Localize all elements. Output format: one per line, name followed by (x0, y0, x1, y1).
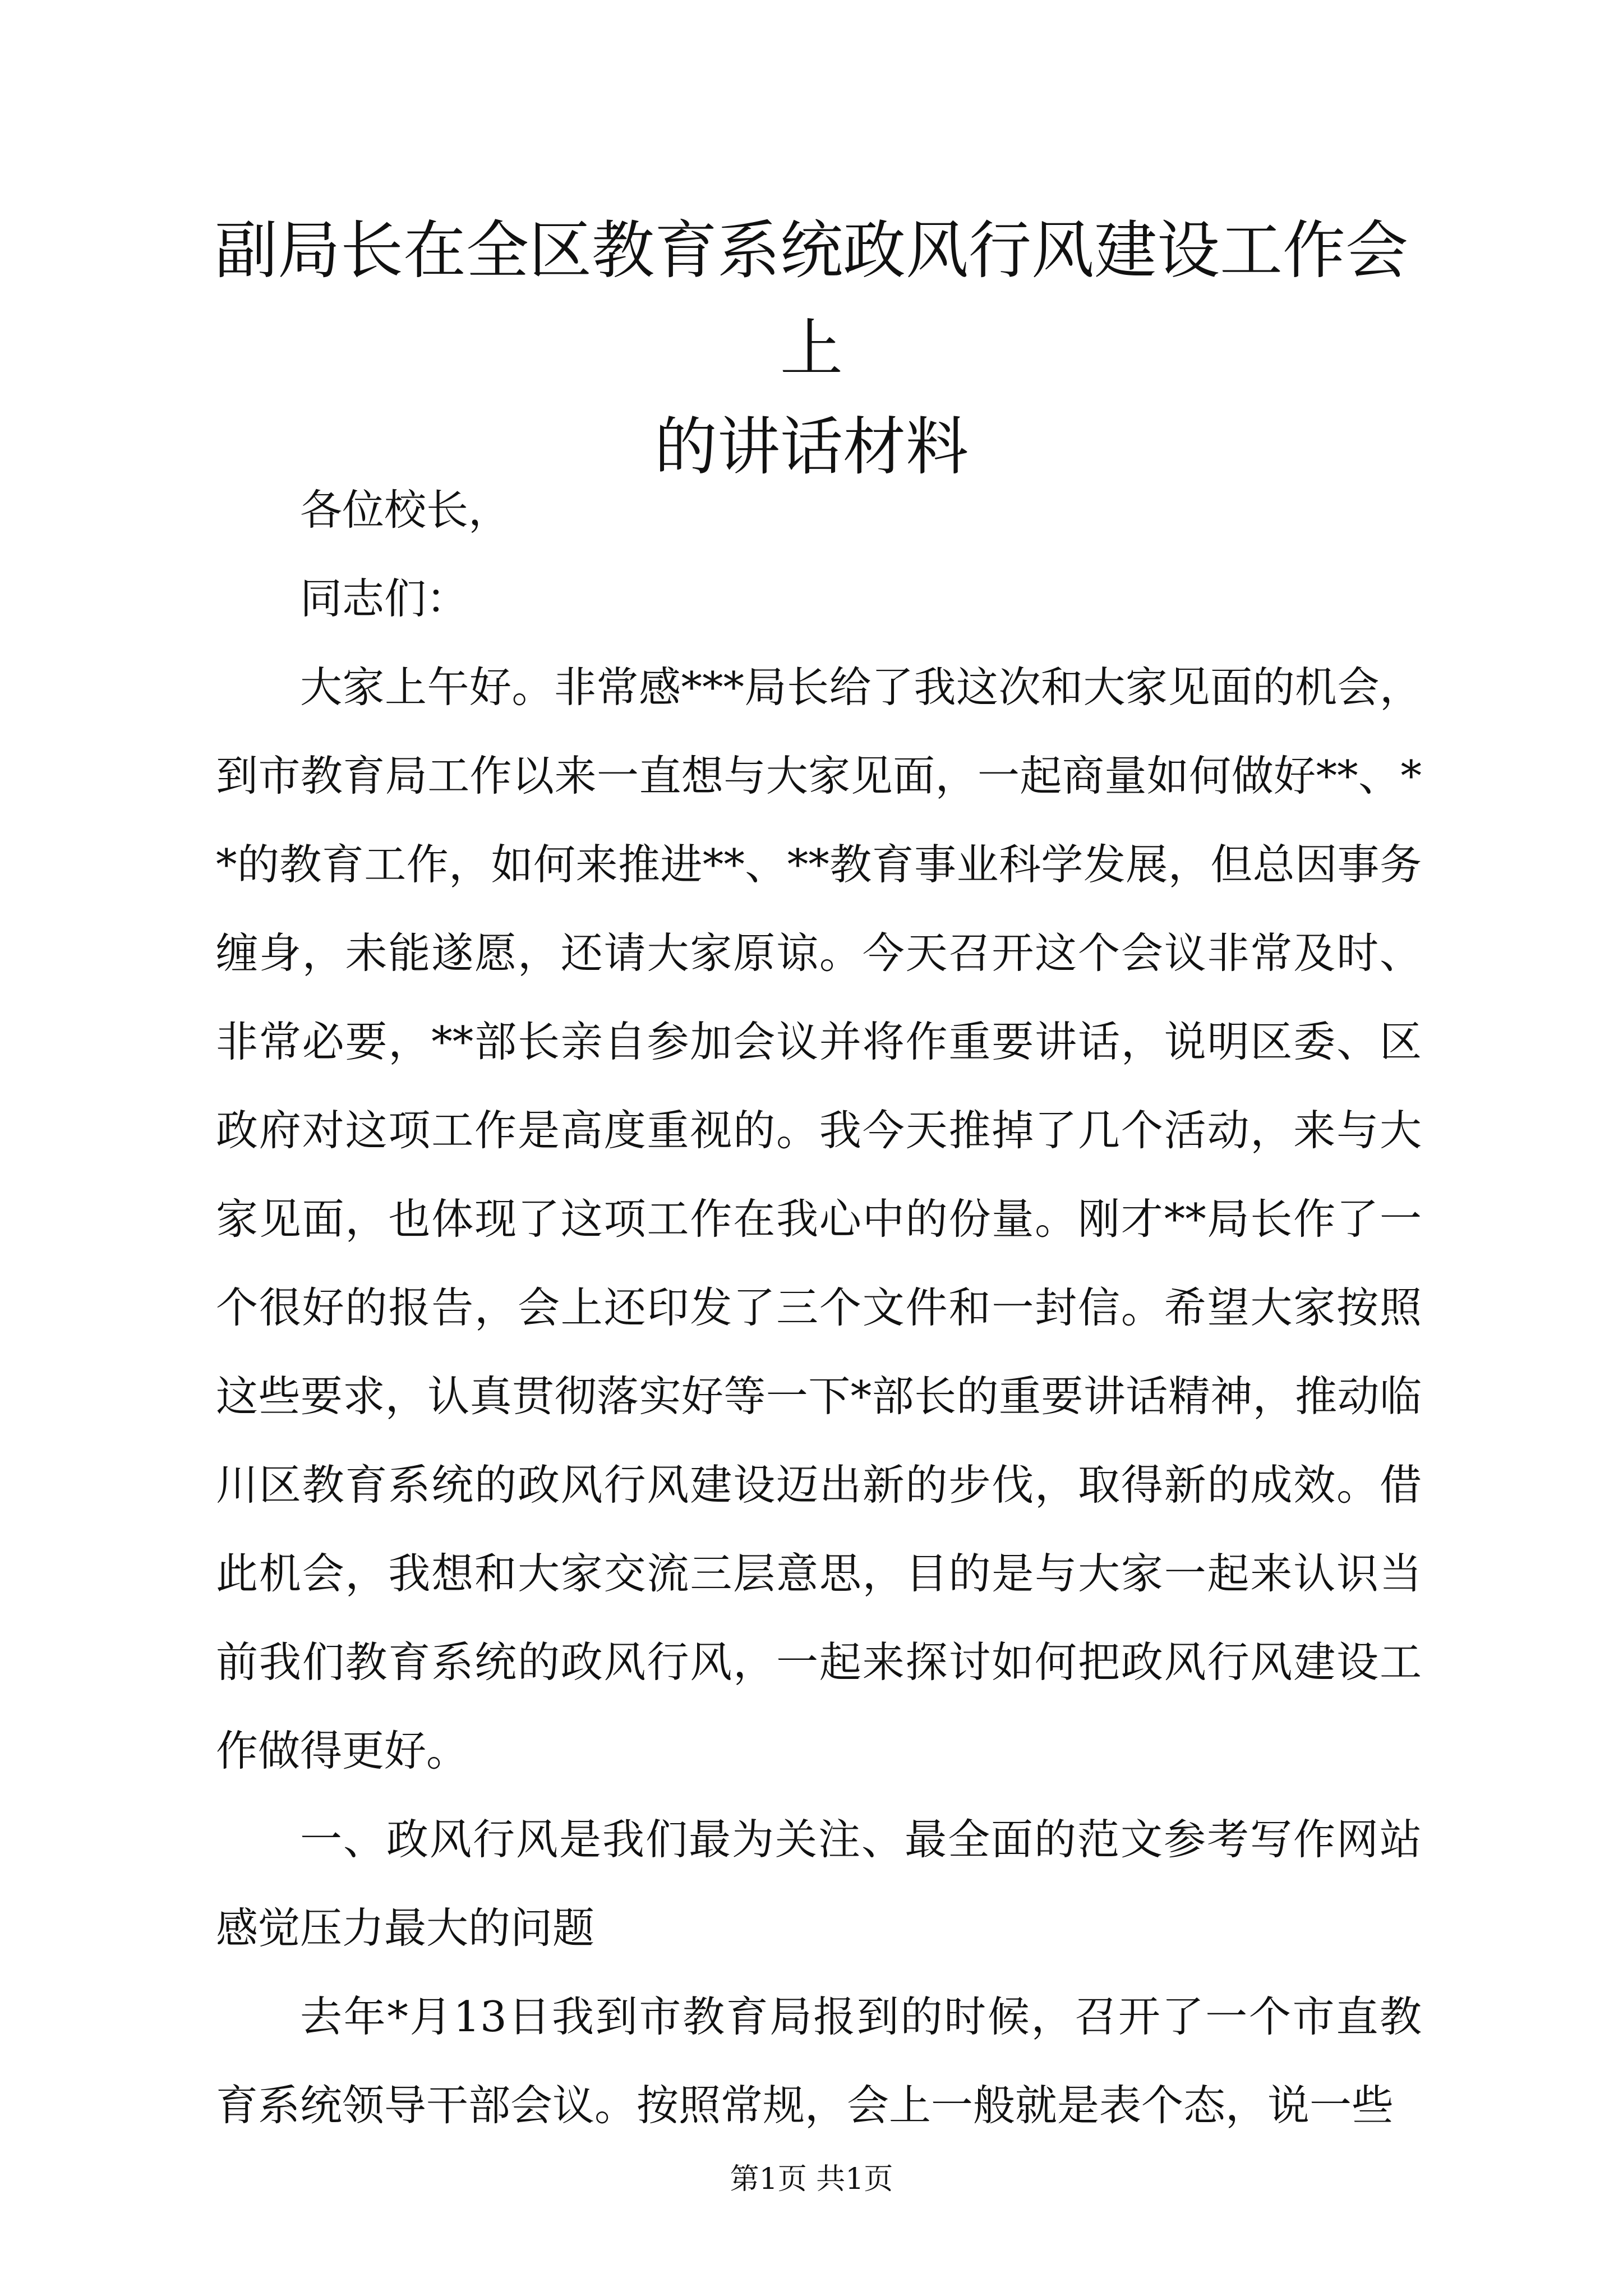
salutation-principals: 各位校长， (300, 485, 511, 535)
salutation-comrades: 同志们： (300, 574, 469, 623)
title-line-1: 副局长在全区教育系统政风行风建设工作会上 (215, 214, 1408, 385)
document-title (185, 202, 1438, 496)
body-paragraph-opening: 大家上午好。非常感***局长给了我这次和大家见面的机会，到市教育局工作以来一直想与大家见面，一起商量如何做好**、**的教育工作，如何来推进**、**教育事业科学发展，但总因事务缠身，未能遂愿，还请大家原谅。今天召开这个会议非常及时、非常必要，**部长亲自参加会议并将作重要讲话，说明区委、区政府对这项工作是高度重视的。我今天推掉了几个活动，来与大家见面，也体现了这项工作在我心中的份量。刚才**局长作了一个很好的报告，会上还印发了三个文件和一封信。希望大家按照这些要求，认真贯彻落实好等一下*部长的重要讲话精神，推动临川区教育系统的政风行风建设迈出新的步伐，取得新的成效。借此机会，我想和大家交流三层意思，目的是与大家一起来认识当前我们教育系统的政风行风，一起来探讨如何把政风行风建设工作做得更好。 (216, 662, 1422, 1775)
title-line-2: 的讲话材料 (654, 411, 969, 484)
page-footer: 第1页 共1页 (730, 2162, 893, 2196)
body-paragraph-section-1: 去年*月13日我到市教育局报到的时候，召开了一个市直教育系统领导干部会议。按照常规，会上一般就是表个态，说一些 (216, 1992, 1422, 2130)
document-body (216, 466, 1422, 2150)
section-heading-1: 一、政风行风是我们最为关注、最全面的范文参考写作网站感觉压力最大的问题 (216, 1815, 1422, 1953)
